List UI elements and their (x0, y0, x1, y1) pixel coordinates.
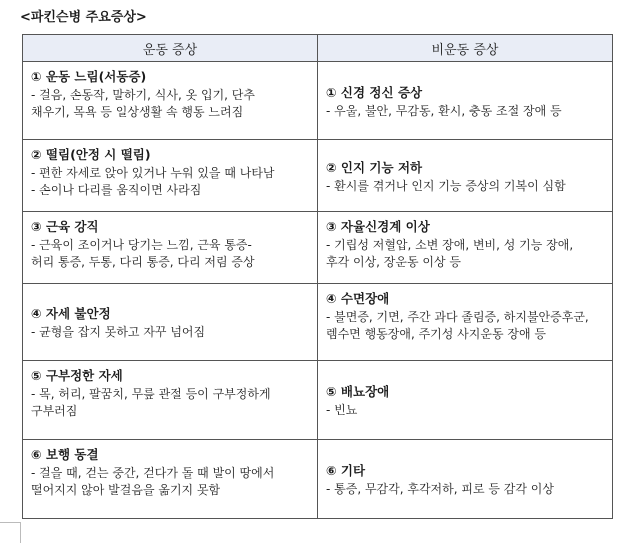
table-row (23, 361, 613, 440)
page-corner-mark (0, 522, 21, 543)
table-row (23, 140, 613, 212)
symptom-line: 구부러짐 (31, 404, 78, 418)
motor-cell (23, 212, 318, 284)
header-motor: 운동 증상 (23, 35, 318, 62)
symptom-title: ④ 자세 불안정 (31, 306, 111, 321)
table-caption: <파킨슨병 주요증상> (20, 10, 147, 25)
symptom-title: ⑤ 배뇨장애 (326, 384, 390, 399)
symptom-title: ③ 자율신경계 이상 (326, 219, 430, 234)
symptom-line: - 근육이 조이거나 당기는 느낌, 근육 통증- (31, 238, 252, 252)
nonmotor-cell (318, 62, 613, 140)
symptom-line: 후각 이상, 장운동 이상 등 (326, 255, 461, 269)
header-row (23, 35, 613, 62)
symptom-title: ② 떨림(안정 시 떨림) (31, 147, 151, 162)
symptom-line: - 목, 허리, 팔꿈치, 무릎 관절 등이 구부정하게 (31, 387, 271, 401)
symptom-line: - 걸음, 손동작, 말하기, 식사, 옷 입기, 단추 (31, 88, 255, 102)
motor-cell (23, 140, 318, 212)
symptom-title: ③ 근육 강직 (31, 219, 99, 234)
nonmotor-cell (318, 440, 613, 519)
table-row (23, 212, 613, 284)
motor-cell (23, 284, 318, 361)
symptom-line: - 빈뇨 (326, 403, 358, 417)
symptom-table (22, 34, 613, 519)
header-nonmotor: 비운동 증상 (318, 35, 613, 62)
nonmotor-cell (318, 361, 613, 440)
motor-cell (23, 62, 318, 140)
symptom-title: ① 신경 정신 증상 (326, 84, 423, 100)
symptom-title: ⑥ 기타 (326, 463, 366, 478)
symptom-line: - 편한 자세로 앉아 있거나 누워 있을 때 나타남 (31, 166, 275, 180)
symptom-title: ① 운동 느림(서동증) (31, 69, 147, 84)
symptom-title: ④ 수면장애 (326, 291, 390, 306)
symptom-line: - 걸을 때, 걷는 중간, 걷다가 돌 때 발이 땅에서 (31, 466, 275, 480)
table-row (23, 62, 613, 140)
symptom-line: 채우기, 목욕 등 일상생활 속 행동 느려짐 (31, 105, 244, 119)
table-row (23, 440, 613, 519)
symptom-line: - 기립성 저혈압, 소변 장애, 변비, 성 기능 장애, (326, 238, 574, 252)
motor-cell (23, 440, 318, 519)
symptom-title: ② 인지 기능 저하 (326, 159, 423, 175)
nonmotor-cell (318, 284, 613, 361)
symptom-line: - 환시를 겪거나 인지 기능 증상의 기복이 심함 (326, 178, 566, 193)
symptom-line: - 우울, 불안, 무감동, 환시, 충동 조절 장애 등 (326, 103, 562, 118)
nonmotor-cell (318, 212, 613, 284)
symptom-line: 렘수면 행동장애, 주기성 사지운동 장애 등 (326, 327, 546, 341)
symptom-title: ⑥ 보행 동결 (31, 447, 99, 462)
motor-cell (23, 361, 318, 440)
table-row (23, 284, 613, 361)
symptom-line: 허리 통증, 두통, 다리 통증, 다리 저림 증상 (31, 255, 255, 269)
nonmotor-cell (318, 140, 613, 212)
symptom-line: 떨어지지 않아 발걸음을 옮기지 못함 (31, 483, 221, 497)
symptom-line: - 손이나 다리를 움직이면 사라짐 (31, 183, 202, 197)
symptom-line: - 균형을 잡지 못하고 자꾸 넘어짐 (31, 325, 206, 339)
symptom-title: ⑤ 구부정한 자세 (31, 368, 123, 383)
symptom-line: - 불면증, 기면, 주간 과다 졸림증, 하지불안증후군, (326, 310, 589, 324)
symptom-line: - 통증, 무감각, 후각저하, 피로 등 감각 이상 (326, 482, 554, 496)
